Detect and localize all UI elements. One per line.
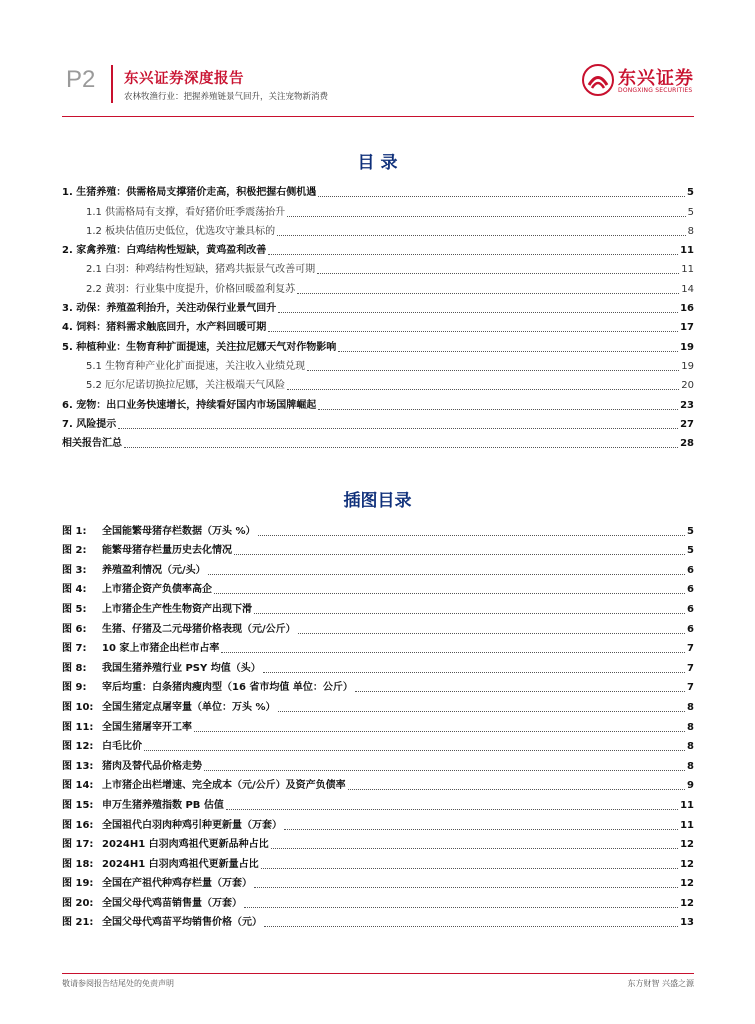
page-header <box>62 60 694 112</box>
toc-title: 目 录 <box>357 153 398 173</box>
toc-entry-page: 27 <box>680 418 694 430</box>
toc-entry-page: 8 <box>687 225 694 237</box>
toc-entry-page: 19 <box>680 341 694 353</box>
figure-entry-page: 8 <box>687 701 694 713</box>
figure-entry-page: 6 <box>687 584 694 596</box>
report-subtitle: 农林牧渔行业：把握养殖链景气回升，关注宠物新消费 <box>124 92 329 102</box>
figure-number: 图 8: <box>62 662 87 674</box>
dot-leader <box>307 370 679 371</box>
figure-caption: 上市猪企出栏增速、完全成本（元/公斤）及资产负债率 <box>102 780 346 792</box>
figure-entry-page: 6 <box>687 603 694 615</box>
figure-entry-text <box>62 584 212 596</box>
figure-number: 图 6: <box>62 623 87 635</box>
figure-entry-page: 12 <box>680 897 694 909</box>
toc-entry[interactable] <box>62 238 694 257</box>
toc-entry[interactable] <box>62 180 694 199</box>
figure-entry[interactable] <box>62 890 694 910</box>
toc-entry-page: 17 <box>680 322 694 334</box>
figure-entry-page: 8 <box>687 721 694 733</box>
figure-entry-page: 6 <box>687 564 694 576</box>
figure-entry[interactable] <box>62 714 694 734</box>
figure-number: 图 5: <box>62 603 87 615</box>
figure-entry[interactable] <box>62 910 694 930</box>
figure-entry-page: 12 <box>680 858 694 870</box>
dot-leader <box>317 273 679 274</box>
figure-entry-text <box>62 761 202 773</box>
dot-leader <box>268 331 678 332</box>
figure-entry-page: 5 <box>687 545 694 557</box>
toc-entry[interactable] <box>62 257 694 276</box>
figure-entry-text <box>62 545 232 557</box>
dot-leader <box>355 691 685 692</box>
dot-leader <box>194 731 685 732</box>
dot-leader <box>278 312 678 313</box>
figure-entry[interactable] <box>62 577 694 597</box>
figure-number: 图 18: <box>62 858 94 870</box>
figure-entry-text <box>62 604 252 616</box>
figure-entry[interactable] <box>62 753 694 773</box>
logo-text-cn: 东兴证券 <box>618 68 694 89</box>
figure-number: 图 12: <box>62 741 94 753</box>
toc-entry-page: 19 <box>681 360 694 372</box>
dot-leader <box>348 789 685 790</box>
figure-number: 图 1: <box>62 525 87 537</box>
figure-entry-text <box>62 643 219 655</box>
figure-entry[interactable] <box>62 773 694 793</box>
toc-entry-label: 5.2 厄尔尼诺切换拉尼娜，关注极端天气风险 <box>86 380 286 392</box>
dot-leader <box>254 887 678 888</box>
toc-entry-page: 5 <box>687 187 694 199</box>
figure-entry[interactable] <box>62 851 694 871</box>
toc-entry-label: 2.1 白羽：种鸡结构性短缺，猪鸡共振景气改善可期 <box>86 264 316 276</box>
figure-entry[interactable] <box>62 871 694 891</box>
dot-leader <box>118 428 678 429</box>
figure-number: 图 7: <box>62 643 87 655</box>
figure-entry[interactable] <box>62 616 694 636</box>
figure-number: 图 11: <box>62 721 94 733</box>
figure-number: 图 20: <box>62 897 94 909</box>
figure-number: 图 15: <box>62 799 94 811</box>
figure-number: 图 16: <box>62 819 94 831</box>
figure-entry-text <box>62 624 296 636</box>
dot-leader <box>144 750 685 751</box>
dot-leader <box>254 613 685 614</box>
footer-rule <box>62 973 694 974</box>
figure-entry-page: 7 <box>687 682 694 694</box>
figure-caption: 全国祖代白羽肉种鸡引种更新量（万套） <box>102 819 282 831</box>
figure-number: 图 17: <box>62 839 94 851</box>
toc-entry-label: 2. 家禽养殖：白鸡结构性短缺，黄鸡盈利改善 <box>62 245 267 257</box>
dot-leader <box>287 216 686 217</box>
dot-leader <box>214 593 685 594</box>
figure-caption: 猪肉及替代品价格走势 <box>102 760 202 772</box>
figure-entry[interactable] <box>62 734 694 754</box>
figure-entry-text <box>62 878 252 890</box>
toc-entry[interactable] <box>62 276 694 295</box>
toc-entry[interactable] <box>62 296 694 315</box>
figure-entry-page: 7 <box>687 643 694 655</box>
dot-leader <box>277 235 686 236</box>
figure-list <box>62 518 694 929</box>
dot-leader <box>208 574 685 575</box>
figure-entry-text <box>62 917 262 929</box>
figure-entry[interactable] <box>62 518 694 538</box>
figure-entry-text <box>62 780 346 792</box>
figure-entry-text <box>62 565 206 577</box>
figure-entry-text <box>62 526 256 538</box>
dot-leader <box>221 652 685 653</box>
figure-number: 图 2: <box>62 545 87 557</box>
figure-caption: 全国父母代鸡苗销售量（万套） <box>102 897 242 909</box>
figure-entry[interactable] <box>62 538 694 558</box>
figure-entry-page: 8 <box>687 741 694 753</box>
footer-slogan: 东方财智 兴盛之源 <box>627 979 694 988</box>
toc-entry[interactable] <box>62 315 694 334</box>
figure-entry[interactable] <box>62 812 694 832</box>
dot-leader <box>318 196 685 197</box>
dot-leader <box>264 926 678 927</box>
toc-entry-page: 16 <box>680 303 694 315</box>
figure-caption: 宰后均重：白条猪肉瘦肉型（16 省市均值 单位：公斤） <box>102 682 353 694</box>
toc-entry[interactable] <box>62 392 694 411</box>
dot-leader <box>297 293 679 294</box>
figure-entry[interactable] <box>62 694 694 714</box>
dot-leader <box>284 829 678 830</box>
figure-entry-page: 5 <box>687 525 694 537</box>
figure-entry[interactable] <box>62 832 694 852</box>
figure-caption: 能繁母猪存栏量历史去化情况 <box>102 545 232 557</box>
figure-entry-text <box>62 722 192 734</box>
toc-entry-label: 4. 饲料：猪料需求触底回升，水产料回暖可期 <box>62 322 267 334</box>
toc-entry-page: 11 <box>681 264 694 276</box>
dot-leader <box>263 672 685 673</box>
figure-entry-page: 13 <box>680 917 694 929</box>
figure-entry[interactable] <box>62 557 694 577</box>
dot-leader <box>261 868 678 869</box>
figure-caption: 上市猪企资产负债率高企 <box>102 584 212 596</box>
footer-disclaimer: 敬请参阅报告结尾处的免责声明 <box>62 979 174 988</box>
toc-entry-page: 5 <box>687 206 694 218</box>
figure-caption: 白毛比价 <box>102 741 142 753</box>
toc-entry[interactable] <box>62 219 694 238</box>
figure-entry[interactable] <box>62 636 694 656</box>
toc-entry[interactable] <box>62 373 694 392</box>
figure-caption: 养殖盈利情况（元/头） <box>102 564 206 576</box>
dot-leader <box>244 907 678 908</box>
toc-entry-page: 20 <box>681 380 694 392</box>
page-number: P2 <box>66 66 96 93</box>
toc-entry-label: 1.2 板块估值历史低位，优选攻守兼具标的 <box>86 225 276 237</box>
figure-entry-text <box>62 859 259 871</box>
figure-entry-page: 11 <box>680 799 694 811</box>
toc-entry-label: 1. 生猪养殖：供需格局支撑猪价走高，积极把握右侧机遇 <box>62 187 317 199</box>
figure-entry-text <box>62 898 242 910</box>
figure-number: 图 9: <box>62 682 87 694</box>
figure-entry-page: 7 <box>687 662 694 674</box>
toc-entry-page: 23 <box>680 399 694 411</box>
toc-entry-label: 6. 宠物：出口业务快速增长，持续看好国内市场国牌崛起 <box>62 399 317 411</box>
toc-entry[interactable] <box>62 412 694 431</box>
figure-entry-page: 11 <box>680 819 694 831</box>
figure-entry-page: 9 <box>687 780 694 792</box>
figure-number: 图 14: <box>62 780 94 792</box>
toc-entry-label: 1.1 供需格局有支撑，看好猪价旺季震荡抬升 <box>86 206 286 218</box>
toc-entry[interactable] <box>62 431 694 450</box>
figure-caption: 上市猪企生产性生物资产出现下滑 <box>102 603 252 615</box>
figure-entry-page: 12 <box>680 839 694 851</box>
figure-caption: 全国能繁母猪存栏数据（万头 %） <box>102 525 256 537</box>
toc-list <box>62 180 694 450</box>
toc-entry-label: 5. 种植种业：生物育种扩面提速，关注拉尼娜天气对作物影响 <box>62 341 337 353</box>
toc-entry-label: 7. 风险提示 <box>62 418 117 430</box>
toc-entry[interactable] <box>62 199 694 218</box>
dot-leader <box>234 554 685 555</box>
dot-leader <box>287 389 679 390</box>
figure-number: 图 10: <box>62 701 94 713</box>
dot-leader <box>268 254 678 255</box>
report-title: 东兴证券深度报告 <box>124 71 244 87</box>
figure-caption: 全国生猪屠宰开工率 <box>102 721 192 733</box>
dot-leader <box>204 770 685 771</box>
toc-entry[interactable] <box>62 354 694 373</box>
toc-entry-page: 11 <box>680 245 694 257</box>
figure-entry[interactable] <box>62 792 694 812</box>
toc-entry-page: 14 <box>681 283 694 295</box>
figures-title: 插图目录 <box>343 491 412 511</box>
figure-number: 图 13: <box>62 760 94 772</box>
figure-caption: 全国父母代鸡苗平均销售价格（元） <box>102 917 262 929</box>
figure-entry-text <box>62 702 276 714</box>
figure-caption: 全国在产祖代种鸡存栏量（万套） <box>102 878 252 890</box>
figure-caption: 10 家上市猪企出栏市占率 <box>102 643 220 655</box>
dot-leader <box>318 409 678 410</box>
company-logo <box>582 64 694 100</box>
toc-entry-label: 相关报告汇总 <box>62 438 122 450</box>
logo-text-en: DONGXING SECURITIES <box>618 87 693 94</box>
logo-emblem-icon <box>582 64 614 96</box>
figure-entry-text <box>62 663 261 675</box>
dot-leader <box>271 848 678 849</box>
figure-number: 图 19: <box>62 878 94 890</box>
figure-entry-page: 8 <box>687 760 694 772</box>
figure-caption: 申万生猪养殖指数 PB 估值 <box>102 799 224 811</box>
figure-entry-text <box>62 682 353 694</box>
toc-entry-label: 5.1 生物育种产业化扩面提速，关注收入业绩兑现 <box>86 360 306 372</box>
toc-entry-page: 28 <box>680 438 694 450</box>
figure-entry-page: 12 <box>680 878 694 890</box>
figure-number: 图 21: <box>62 917 94 929</box>
dot-leader <box>258 535 686 536</box>
dot-leader <box>298 633 685 634</box>
figure-entry-text <box>62 839 269 851</box>
figure-entry-text <box>62 820 282 832</box>
figure-entry-text <box>62 800 224 812</box>
figure-caption: 2024H1 白羽肉鸡祖代更新品种占比 <box>102 839 269 851</box>
figure-caption: 全国生猪定点屠宰量（单位：万头 %） <box>102 701 276 713</box>
dot-leader <box>338 351 678 352</box>
figure-number: 图 4: <box>62 584 87 596</box>
figure-entry-page: 6 <box>687 623 694 635</box>
figure-entry-text <box>62 741 142 753</box>
toc-entry[interactable] <box>62 334 694 353</box>
header-rule <box>62 116 694 117</box>
figure-caption: 我国生猪养殖行业 PSY 均值（头） <box>102 662 261 674</box>
dot-leader <box>278 711 686 712</box>
header-divider <box>111 65 113 103</box>
dot-leader <box>124 447 678 448</box>
figure-entry[interactable] <box>62 675 694 695</box>
figure-number: 图 3: <box>62 564 87 576</box>
toc-entry-label: 3. 动保：养殖盈利抬升，关注动保行业景气回升 <box>62 303 277 315</box>
figure-caption: 2024H1 白羽肉鸡祖代更新量占比 <box>102 858 259 870</box>
toc-entry-label: 2.2 黄羽：行业集中度提升，价格回暖盈利复苏 <box>86 283 296 295</box>
figure-entry[interactable] <box>62 655 694 675</box>
figure-entry[interactable] <box>62 596 694 616</box>
figure-caption: 生猪、仔猪及二元母猪价格表现（元/公斤） <box>102 623 296 635</box>
dot-leader <box>226 809 678 810</box>
